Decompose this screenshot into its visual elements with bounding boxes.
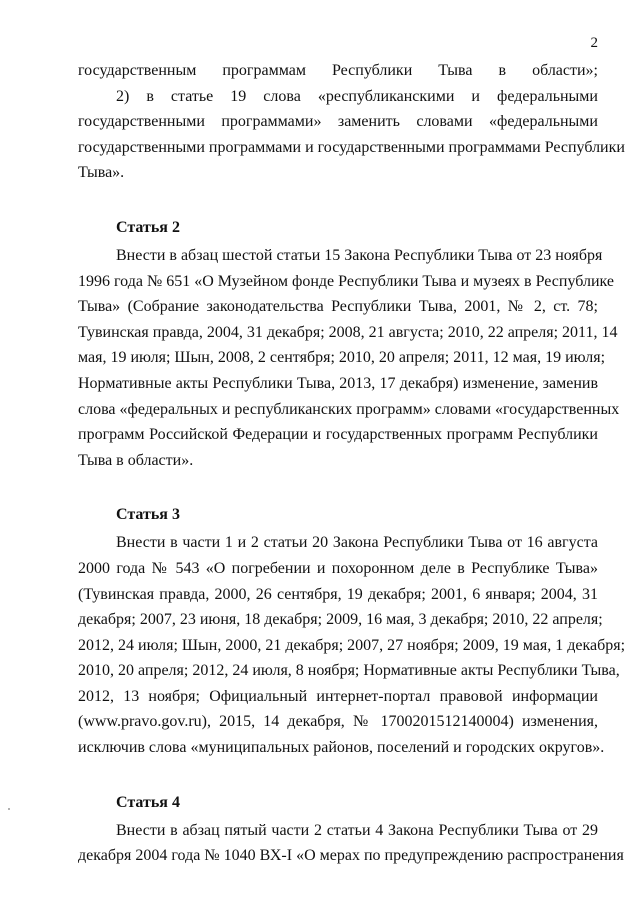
text-line: государственными программами» заменить словами «федеральными: [78, 113, 598, 131]
text-line: государственными программами и государственными программами Республики: [78, 138, 625, 156]
article-2-heading: Статья 2: [116, 218, 180, 236]
text-line: Внести в абзац пятый части 2 статьи 4 Закона Республики Тыва от 29: [116, 821, 598, 839]
text-line: программ Российской Федерации и государственных программ Республики: [78, 426, 598, 444]
text-line: слова «федеральных и республиканских программ» словами «государственных: [78, 400, 620, 418]
text-line: 2010, 20 апреля; 2012, 24 июля, 8 ноября; Нормативные акты Республики Тыва,: [78, 662, 620, 680]
text-line: (Тувинская правда, 2000, 26 сентября, 19 декабря; 2001, 6 января; 2004, 31: [78, 585, 598, 603]
text-line: Тыва в области».: [78, 451, 194, 469]
scan-speck: [8, 808, 10, 810]
text-line: 2012, 24 июля; Шын, 2000, 21 декабря; 2007, 27 ноября; 2009, 19 мая, 1 декабря;: [78, 636, 626, 654]
text-line: исключив слова «муниципальных районов, поселений и городских округов».: [78, 739, 605, 757]
text-line: Нормативные акты Республики Тыва, 2013, 17 декабря) изменение, заменив: [78, 374, 598, 392]
text-line: Тыва».: [78, 164, 125, 182]
article-3-paragraph: [78, 530, 626, 760]
article-4-paragraph: [78, 818, 624, 869]
text-line: декабря 2004 года № 1040 ВХ-I «О мерах по предупреждению распространения: [78, 847, 624, 865]
text-line: 2012, 13 ноября; Официальный интернет-портал правовой информации: [78, 687, 598, 705]
page-number: 2: [590, 35, 598, 51]
text-line: 2000 года № 543 «О погребении и похоронном деле в Республике Тыва»: [78, 559, 598, 577]
document-body: [78, 58, 626, 869]
text-line: Внести в абзац шестой статьи 15 Закона Республики Тыва от 23 ноября: [116, 246, 603, 264]
text-line: декабря; 2007, 23 июня, 18 декабря; 2009, 16 мая, 3 декабря; 2010, 22 апреля;: [78, 611, 603, 629]
article-2-paragraph: [78, 243, 620, 473]
text-line: государственным программам Республики Тыва в области»;: [78, 62, 598, 79]
text-line: 2) в статье 19 слова «республиканскими и федеральными: [116, 87, 598, 105]
text-line: (www.pravo.gov.ru), 2015, 14 декабря, № 1700201512140004) изменения,: [78, 713, 598, 731]
text-line: Тувинская правда, 2004, 31 декабря; 2008, 21 августа; 2010, 22 апреля; 2011, 14: [78, 323, 618, 341]
text-line: Внести в части 1 и 2 статьи 20 Закона Республики Тыва от 16 августа: [116, 534, 598, 552]
article-4-heading: Статья 4: [116, 793, 180, 811]
text-line: 1996 года № 651 «О Музейном фонде Республики Тыва и музеях в Республике: [78, 272, 614, 290]
intro-block: [78, 58, 625, 186]
text-line: Тыва» (Собрание законодательства Республики Тыва, 2001, № 2, ст. 78;: [78, 298, 598, 316]
article-3-heading: Статья 3: [116, 506, 180, 524]
text-line: мая, 19 июля; Шын, 2008, 2 сентября; 2010, 20 апреля; 2011, 12 мая, 19 июля;: [78, 349, 606, 367]
